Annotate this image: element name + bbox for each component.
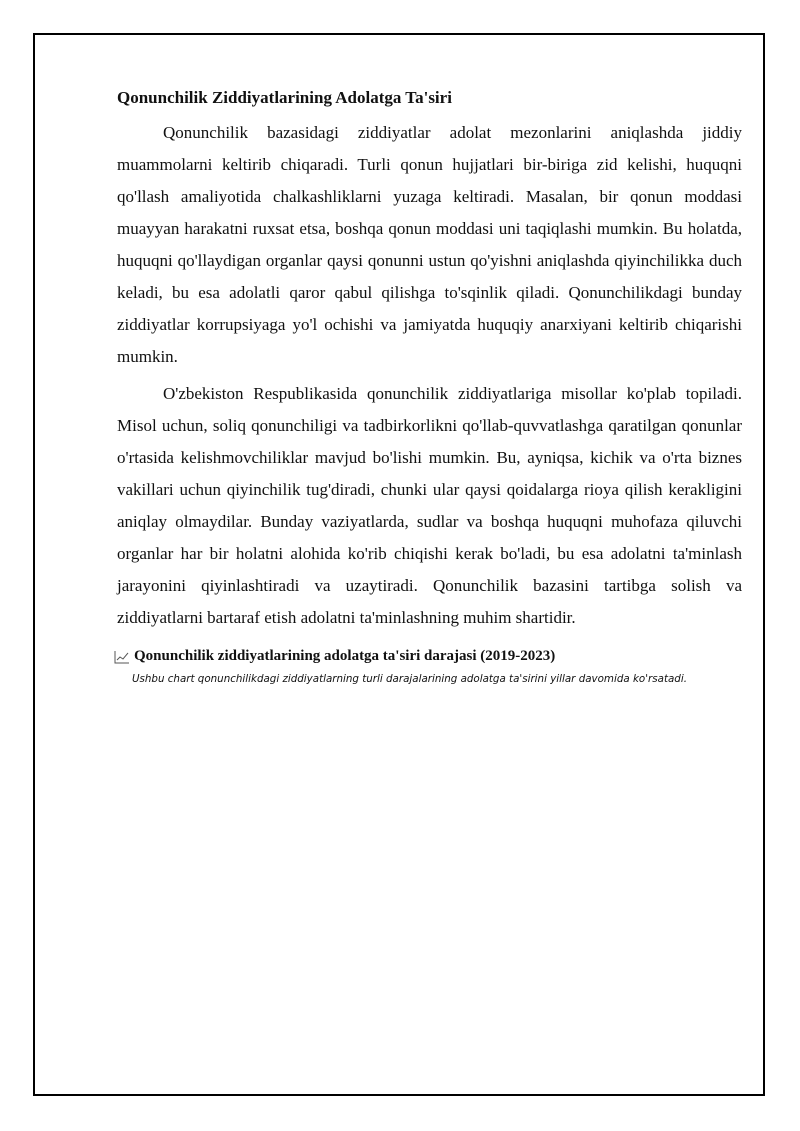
paragraph-1: Qonunchilik bazasidagi ziddiyatlar adolat mezonlarini aniqlashda jiddiy muammolarni keltirib chiqaradi. Turli qonun hujjatlari bir-biriga zid kelishi, huquqni qo'llash amaliyotida chalkashliklarni yuzaga keltiradi. Masalan, bir qonun moddasi muayyan harakatni ruxsat etsa, boshqa qonun moddasi uni taqiqlashi mumkin. Bu holatda, huquqni qo'llaydigan organlar qaysi qonunni ustun qo'yishni aniqlashda qiyinchilikka duch keladi, bu esa adolatli qaror qabul qilishga to'sqinlik qiladi. Qonunchilikdagi bunday ziddiyatlar korrupsiyaga yo'l ochishi va jamiyatda huquqiy anarxiyani keltirib chiqarishi mumkin. <box>117 123 742 366</box>
chart-line-icon <box>114 649 130 663</box>
chart-caption-block <box>114 645 742 688</box>
chart-description: Ushbu chart qonunchilikdagi ziddiyatlarning turli darajalarining adolatga ta'sirini yillar davomida ko'rsatadi. <box>132 673 687 685</box>
document-body <box>117 86 742 688</box>
document-heading: Qonunchilik Ziddiyatlarining Adolatga Ta'siri <box>117 88 452 107</box>
chart-title: Qonunchilik ziddiyatlarining adolatga ta'siri darajasi (2019-2023) <box>134 648 556 664</box>
paragraph-2: O'zbekiston Respublikasida qonunchilik ziddiyatlariga misollar ko'plab topiladi. Misol uchun, soliq qonunchiligi va tadbirkorlikni qo'llab-quvvatlashga qaratilgan qonunlar o'rtasida kelishmovchiliklar mavjud bo'lishi mumkin. Bu, ayniqsa, kichik va o'rta biznes vakillari uchun qiyinchilik tug'diradi, chunki ular qaysi qoidalarga rioya qilish kerakligini aniqlay olmaydilar. Bunday vaziyatlarda, sudlar va boshqa huquqni muhofaza qiluvchi organlar har bir holatni alohida ko'rib chiqishi kerak bo'ladi, bu esa adolatni ta'minlash jarayonini qiyinlashtiradi va uzaytiradi. Qonunchilik bazasini tartibga solish va ziddiyatlarni bartaraf etish adolatni ta'minlashning muhim shartidir. <box>117 384 742 627</box>
chart-title-row <box>114 645 742 667</box>
